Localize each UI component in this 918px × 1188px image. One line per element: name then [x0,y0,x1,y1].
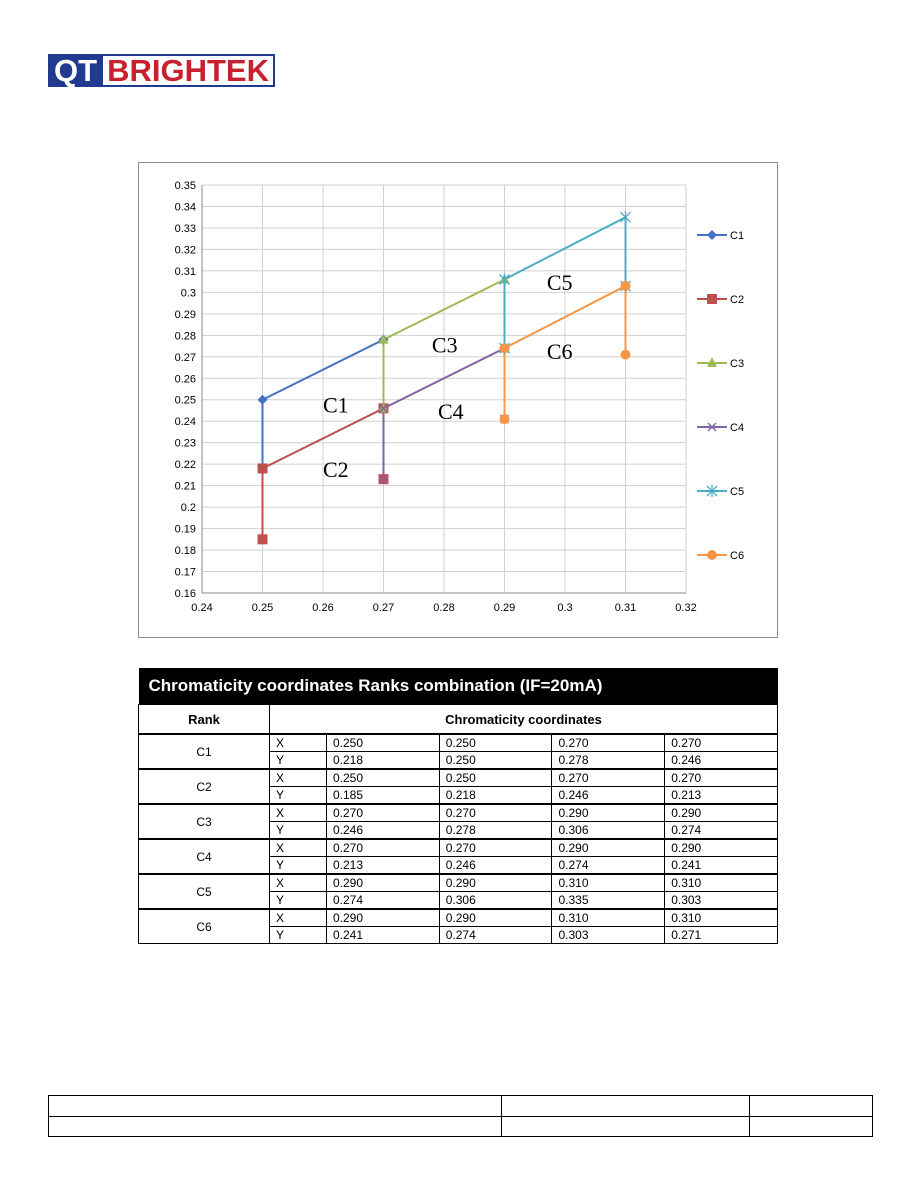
y-tick-label: 0.22 [174,459,196,472]
x-value-cell: 0.290 [439,909,552,927]
rank-cell: C5 [139,874,270,909]
x-value-cell: 0.290 [665,839,778,857]
table-row [139,734,778,752]
axis-label-y: Y [270,892,327,910]
x-value-cell: 0.290 [327,874,440,892]
y-tick-label: 0.17 [174,566,196,579]
data-point-c6 [500,414,510,424]
y-value-cell: 0.278 [439,822,552,840]
region-label: C1 [323,392,349,418]
y-value-cell: 0.250 [439,752,552,770]
axis-label-x: X [270,839,327,857]
data-point-c6 [621,350,631,360]
rank-cell: C4 [139,839,270,874]
chromaticity-chart [138,162,778,638]
y-tick-label: 0.31 [174,265,196,278]
y-value-cell: 0.246 [439,857,552,875]
footer-box [48,1095,873,1137]
y-value-cell: 0.274 [327,892,440,910]
legend-label: C1 [730,230,745,242]
y-value-cell: 0.218 [327,752,440,770]
legend-label: C3 [730,358,745,370]
rank-cell: C1 [139,734,270,769]
x-value-cell: 0.310 [552,909,665,927]
axis-label-y: Y [270,927,327,944]
x-value-cell: 0.250 [327,769,440,787]
y-value-cell: 0.335 [552,892,665,910]
x-value-cell: 0.290 [552,839,665,857]
y-value-cell: 0.274 [665,822,778,840]
axis-label-x: X [270,734,327,752]
data-point-c2 [258,534,268,544]
axis-label-x: X [270,804,327,822]
y-value-cell: 0.241 [665,857,778,875]
logo-brightek-text: BRIGHTEK [103,54,275,87]
axis-label-x: X [270,909,327,927]
x-value-cell: 0.310 [665,874,778,892]
y-value-cell: 0.278 [552,752,665,770]
rank-cell: C2 [139,769,270,804]
y-tick-label: 0.29 [174,308,196,321]
table-row [139,839,778,857]
y-tick-label: 0.24 [174,416,196,429]
x-tick-label: 0.26 [312,602,334,614]
y-tick-label: 0.32 [174,244,196,257]
table-header-row [139,705,778,735]
y-value-cell: 0.213 [665,787,778,805]
rank-cell: C6 [139,909,270,944]
legend-label: C5 [730,486,745,498]
y-value-cell: 0.306 [552,822,665,840]
x-value-cell: 0.250 [327,734,440,752]
region-label: C3 [431,332,458,358]
x-value-cell: 0.270 [327,839,440,857]
x-tick-label: 0.27 [372,602,395,614]
x-value-cell: 0.290 [552,804,665,822]
axis-label-y: Y [270,787,327,805]
table-row [139,874,778,892]
y-value-cell: 0.213 [327,857,440,875]
data-point-c6 [500,343,510,353]
legend-marker-c1 [707,230,717,240]
x-value-cell: 0.250 [439,769,552,787]
ranks-table [138,668,778,944]
axis-label-y: Y [270,822,327,840]
y-value-cell: 0.271 [665,927,778,944]
x-tick-label: 0.28 [433,602,455,614]
rank-cell: C3 [139,804,270,839]
y-tick-label: 0.19 [174,523,196,536]
y-tick-label: 0.3 [180,287,196,300]
axis-label-y: Y [270,752,327,770]
y-tick-label: 0.23 [174,437,196,450]
table-row [139,909,778,927]
y-value-cell: 0.274 [439,927,552,944]
y-value-cell: 0.246 [665,752,778,770]
legend-label: C6 [730,550,745,562]
region-label: C4 [437,399,464,425]
y-tick-label: 0.35 [174,180,196,192]
y-value-cell: 0.218 [439,787,552,805]
x-tick-label: 0.29 [493,602,516,614]
x-value-cell: 0.270 [665,769,778,787]
y-value-cell: 0.246 [327,822,440,840]
x-value-cell: 0.270 [439,839,552,857]
x-tick-label: 0.24 [191,602,213,614]
x-value-cell: 0.270 [439,804,552,822]
y-tick-label: 0.34 [174,201,196,214]
y-value-cell: 0.303 [665,892,778,910]
x-value-cell: 0.290 [439,874,552,892]
ranks-table-container [138,668,778,944]
y-tick-label: 0.26 [174,373,196,386]
table-title: Chromaticity coordinates Ranks combination (IF=20mA) [139,668,778,705]
y-value-cell: 0.274 [552,857,665,875]
footer-divider [749,1096,750,1136]
x-tick-label: 0.32 [675,602,697,614]
data-point-c6 [621,281,631,291]
y-tick-label: 0.16 [174,588,196,600]
y-value-cell: 0.303 [552,927,665,944]
x-value-cell: 0.270 [665,734,778,752]
x-value-cell: 0.270 [552,734,665,752]
y-tick-label: 0.28 [174,330,196,343]
header-coordinates: Chromaticity coordinates [270,705,778,735]
axis-label-x: X [270,874,327,892]
legend-label: C2 [730,294,745,306]
y-value-cell: 0.185 [327,787,440,805]
table-row [139,769,778,787]
x-value-cell: 0.270 [552,769,665,787]
x-tick-label: 0.3 [557,602,573,614]
y-tick-label: 0.2 [180,502,196,515]
table-title-row [139,668,778,705]
y-tick-label: 0.18 [174,545,196,558]
brand-logo [48,54,275,87]
axis-label-x: X [270,769,327,787]
legend-marker-c2 [707,294,717,304]
x-tick-label: 0.25 [251,602,274,614]
x-value-cell: 0.290 [327,909,440,927]
y-tick-label: 0.25 [174,394,196,407]
y-value-cell: 0.246 [552,787,665,805]
logo-qt-text: QT [48,54,103,87]
x-value-cell: 0.270 [327,804,440,822]
x-value-cell: 0.290 [665,804,778,822]
region-label: C2 [323,457,349,483]
legend-marker-c6 [707,550,717,560]
y-value-cell: 0.306 [439,892,552,910]
legend-label: C4 [730,422,745,434]
x-value-cell: 0.250 [439,734,552,752]
header-rank: Rank [139,705,270,735]
axis-label-y: Y [270,857,327,875]
chart-svg [139,163,777,637]
x-value-cell: 0.310 [552,874,665,892]
x-tick-label: 0.31 [614,602,637,614]
y-tick-label: 0.33 [174,222,196,235]
data-point-c2 [258,463,268,473]
region-label: C6 [546,338,573,364]
y-value-cell: 0.241 [327,927,440,944]
region-label: C5 [546,270,573,296]
y-tick-label: 0.27 [174,351,196,364]
x-value-cell: 0.310 [665,909,778,927]
footer-divider [501,1096,502,1136]
y-tick-label: 0.21 [174,480,196,493]
table-row [139,804,778,822]
